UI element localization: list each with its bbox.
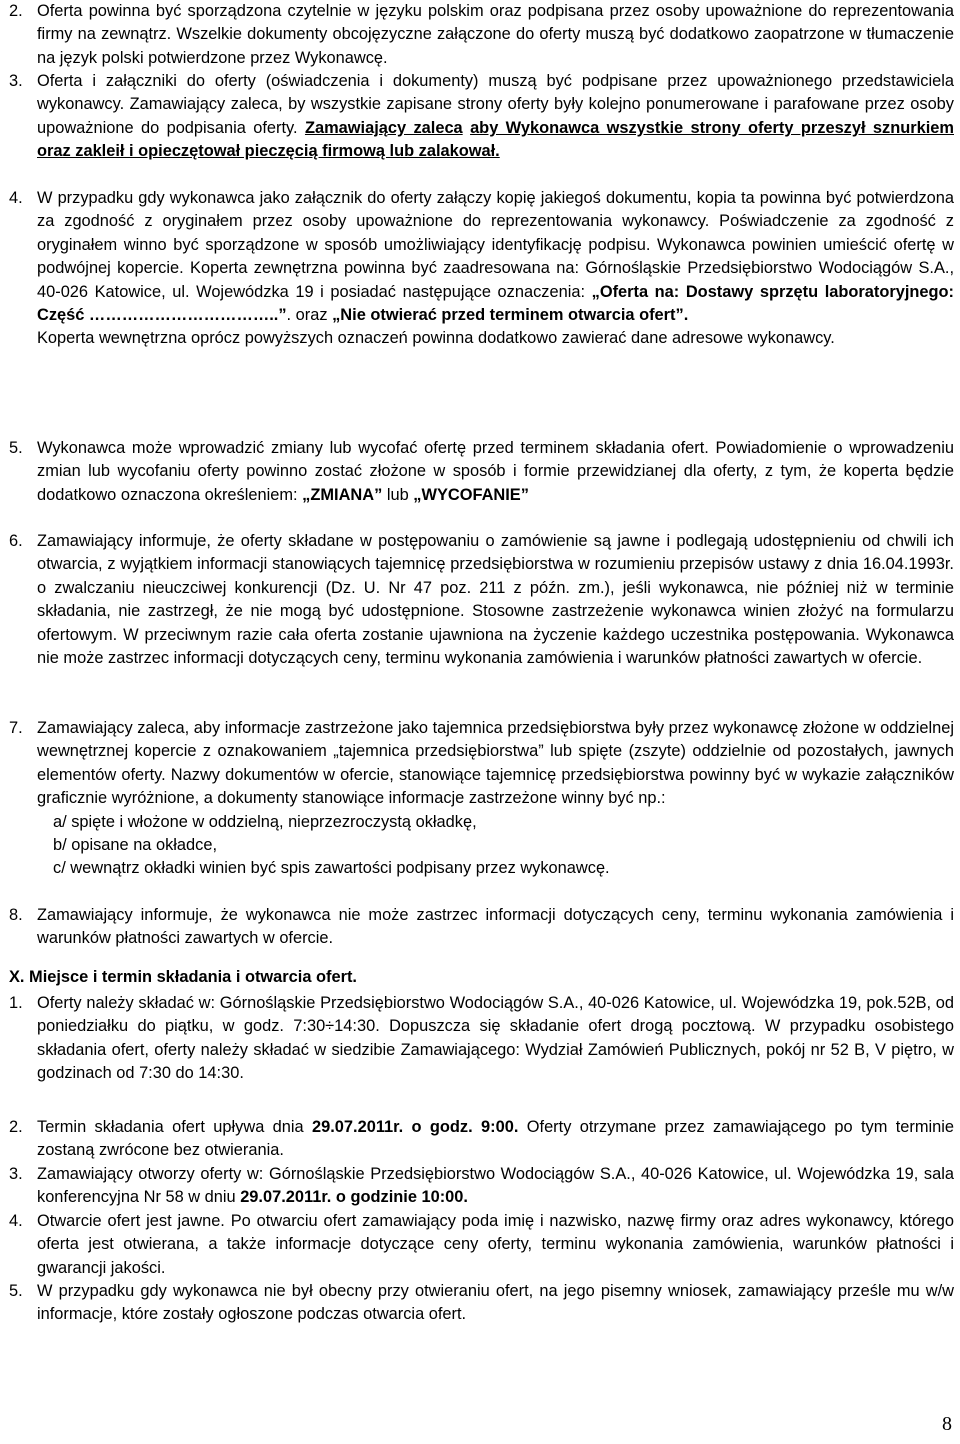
- list-item-7: [0, 717, 960, 881]
- item-text: W przypadku gdy wykonawca jako załącznik do oferty załączy kopię jakiegoś dokumentu, kopia ta powinna być potwierdzona za zgodność z oryginałem przez osoby upoważnione do reprezentowania wykonawcy. Poświadczenie za zgodność z oryginałem winno być sporządzone w sposób umożliwiający identyfikację podpisu. Wykonawca powinien umieścić ofertę w podwójnej kopercie. Koperta zewnętrzna powinna być zaadresowana na: Górnośląskie Przedsiębiorstwo Wodociągów S.A., 40-026 Katowice, ul. Wojewódzka 19 i posiadać następujące oznaczenia:: [37, 189, 954, 301]
- envelope-label: „Oferta na: Dostawy sprzętu laboratoryjnego: Część ……………………………..”: [37, 282, 955, 325]
- envelope-label: „ZMIANA”: [302, 485, 383, 504]
- opening-time: o godzinie 10:00.: [335, 1188, 468, 1207]
- item-number: 7.: [9, 719, 23, 737]
- item-text: Oferta i załączniki do oferty (oświadczenia i dokumenty) muszą być podpisane przez upoważnionego przedstawiciela wykonawcy. Zamawiający zaleca, by wszystkie zapisane strony oferty były kolejno ponumerowane i parafowane przez osoby upoważnione do podpisania oferty.: [37, 72, 954, 137]
- item-text: Wykonawca może wprowadzić zmiany lub wycofać ofertę przed terminem składania ofert. Powiadomienie o wprowadzeniu zmian lub wycofaniu oferty powinno zostać złożone w sposób i formie przewidzianej dla oferty, z tym, że koperta będzie dodatkowo oznaczona określeniem:: [37, 439, 954, 504]
- emphasis-text: Zamawiający zaleca: [304, 118, 463, 137]
- item-number: 2.: [9, 1118, 23, 1136]
- item-text: Oferty należy składać w: Górnośląskie Przedsiębiorstwo Wodociągów S.A., 40-026 Katowice, ul. Wojewódzka 19, pok.52B, od poniedziałku do piątku, w godz. 7:30÷14:30. Dopuszcza się składanie ofert drogą pocztową. W przypadku osobistego składania ofert, oferty należy składać w siedzibie Zamawiającego: Wydział Zamówień Publicznych, pokój nr 52 B, V piętro, w godzinach od 7:30 do 14:30.: [37, 994, 954, 1083]
- item-text: Otwarcie ofert jest jawne. Po otwarciu ofert zamawiający poda imię i nazwisko, nazwę firmy oraz adres wykonawcy, którego oferta jest otwierana, a także informacje dotyczące ceny oferty, terminu wykonania zamówienia, warunków płatności i gwarancji jakości.: [37, 1212, 954, 1277]
- item-number: 1.: [9, 994, 23, 1012]
- item-number: 6.: [9, 532, 23, 550]
- section-x-item-5: [0, 1280, 960, 1327]
- section-heading: X. Miejsce i termin składania i otwarcia ofert.: [9, 968, 357, 986]
- list-item-8: [0, 904, 960, 951]
- opening-date: 29.07.2011r.: [240, 1188, 332, 1207]
- item-text: Zamawiający otworzy oferty w: Górnośląskie Przedsiębiorstwo Wodociągów S.A., 40-026 Katowice, ul. Wojewódzka 19, sala konferencyjna Nr 58 w dniu: [37, 1165, 954, 1207]
- section-x-item-2: [0, 1116, 960, 1163]
- deadline-date: 29.07.2011r.: [312, 1118, 404, 1136]
- item-number: 3.: [9, 1165, 23, 1183]
- item-number: 4.: [9, 189, 23, 207]
- item-text: Oferty otrzymane przez zamawiającego po tym terminie zostaną zwrócone bez otwierania.: [37, 1118, 955, 1160]
- envelope-label: „WYCOFANIE”: [413, 485, 529, 504]
- item-number: 4.: [9, 1212, 23, 1230]
- item-number: 5.: [9, 439, 23, 457]
- item-number: 3.: [9, 72, 23, 90]
- page-number: 8: [942, 1413, 952, 1435]
- list-item-5: [0, 437, 960, 507]
- sub-item-b: b/ opisane na okładce,: [53, 836, 218, 855]
- item-text: Termin składania ofert upływa dnia: [37, 1118, 304, 1136]
- section-x-item-4: [0, 1210, 960, 1280]
- item-text: W przypadku gdy wykonawca nie był obecny przy otwieraniu ofert, na jego pisemny wniosek, zamawiający prześle mu w/w informacje, które zostały ogłoszone podczas otwarcia ofert.: [37, 1282, 954, 1324]
- item-number: 8.: [9, 906, 23, 924]
- item-text: . oraz: [286, 306, 328, 325]
- section-x-item-3: [0, 1163, 960, 1210]
- sub-item-c: c/ wewnątrz okładki winien być spis zawartości podpisany przez wykonawcę.: [53, 859, 610, 878]
- list-item-3: [0, 70, 960, 164]
- list-item-6: [0, 530, 960, 670]
- item-number: 2.: [9, 2, 23, 20]
- list-item-4: [0, 187, 960, 351]
- section-x-item-1: [0, 992, 960, 1086]
- item-text: Koperta wewnętrzna oprócz powyższych oznaczeń powinna dodatkowo zawierać dane adresowe wykonawcy.: [37, 329, 835, 348]
- item-number: 5.: [9, 1282, 23, 1300]
- item-text: lub: [386, 485, 409, 504]
- item-text: Zamawiający informuje, że wykonawca nie może zastrzec informacji dotyczących ceny, terminu wykonania zamówienia i warunków płatności zawartych w ofercie.: [37, 906, 954, 948]
- deadline-time: o godz. 9:00.: [411, 1118, 519, 1136]
- emphasis-text: aby Wykonawca wszystkie strony oferty przeszył sznurkiem oraz zakleił i opieczętował pieczęcią firmową lub zalakował.: [37, 118, 954, 161]
- envelope-label: „Nie otwierać przed terminem otwarcia ofert”.: [332, 306, 689, 325]
- item-text: Zamawiający zaleca, aby informacje zastrzeżone jako tajemnica przedsiębiorstwa były przez wykonawcę złożone w oddzielnej wewnętrznej kopercie z oznakowaniem „tajemnica przedsiębiorstwa” lub spięte (zszyte) oddzielnie od pozostałych, jawnych elementów oferty. Nazwy dokumentów w ofercie, stanowiące tajemnicę przedsiębiorstwa powinny być w wykazie załączników graficznie wyróżnione, a dokumenty stanowiące informacje zastrzeżone winny być np.:: [37, 719, 954, 808]
- list-item-2: [0, 0, 960, 70]
- item-text: Zamawiający informuje, że oferty składane w postępowaniu o zamówienie są jawne i podlegają udostępnieniu od chwili ich otwarcia, z wyjątkiem informacji stanowiących tajemnicę przedsiębiorstwa w rozumieniu przepisów ustawy z dnia 16.04.1993r. o zwalczaniu nieuczciwej konkurencji (Dz. U. Nr 47 poz. 211 z późn. zm.), jeśli wykonawca, nie później niż w terminie składania, nie zastrzegł, że nie mogą być udostępnione. Stosowne zastrzeżenie wykonawca winien złożyć na formularzu ofertowym. W przeciwnym razie cała oferta zostanie ujawniona na życzenie każdego uczestnika postępowania. Wykonawca nie może zastrzec informacji dotyczących ceny, terminu wykonania zamówienia i warunków płatności zawartych w ofercie.: [37, 532, 954, 668]
- sub-item-a: a/ spięte i włożone w oddzielną, nieprzezroczystą okładkę,: [53, 812, 477, 831]
- item-text: Oferta powinna być sporządzona czytelnie w języku polskim oraz podpisana przez osoby upoważnione do reprezentowania firmy na zewnątrz. Wszelkie dokumenty obcojęzyczne załączone do oferty muszą być dodatkowo zaopatrzone w tłumaczenie na język polski potwierdzone przez Wykonawcę.: [37, 2, 954, 67]
